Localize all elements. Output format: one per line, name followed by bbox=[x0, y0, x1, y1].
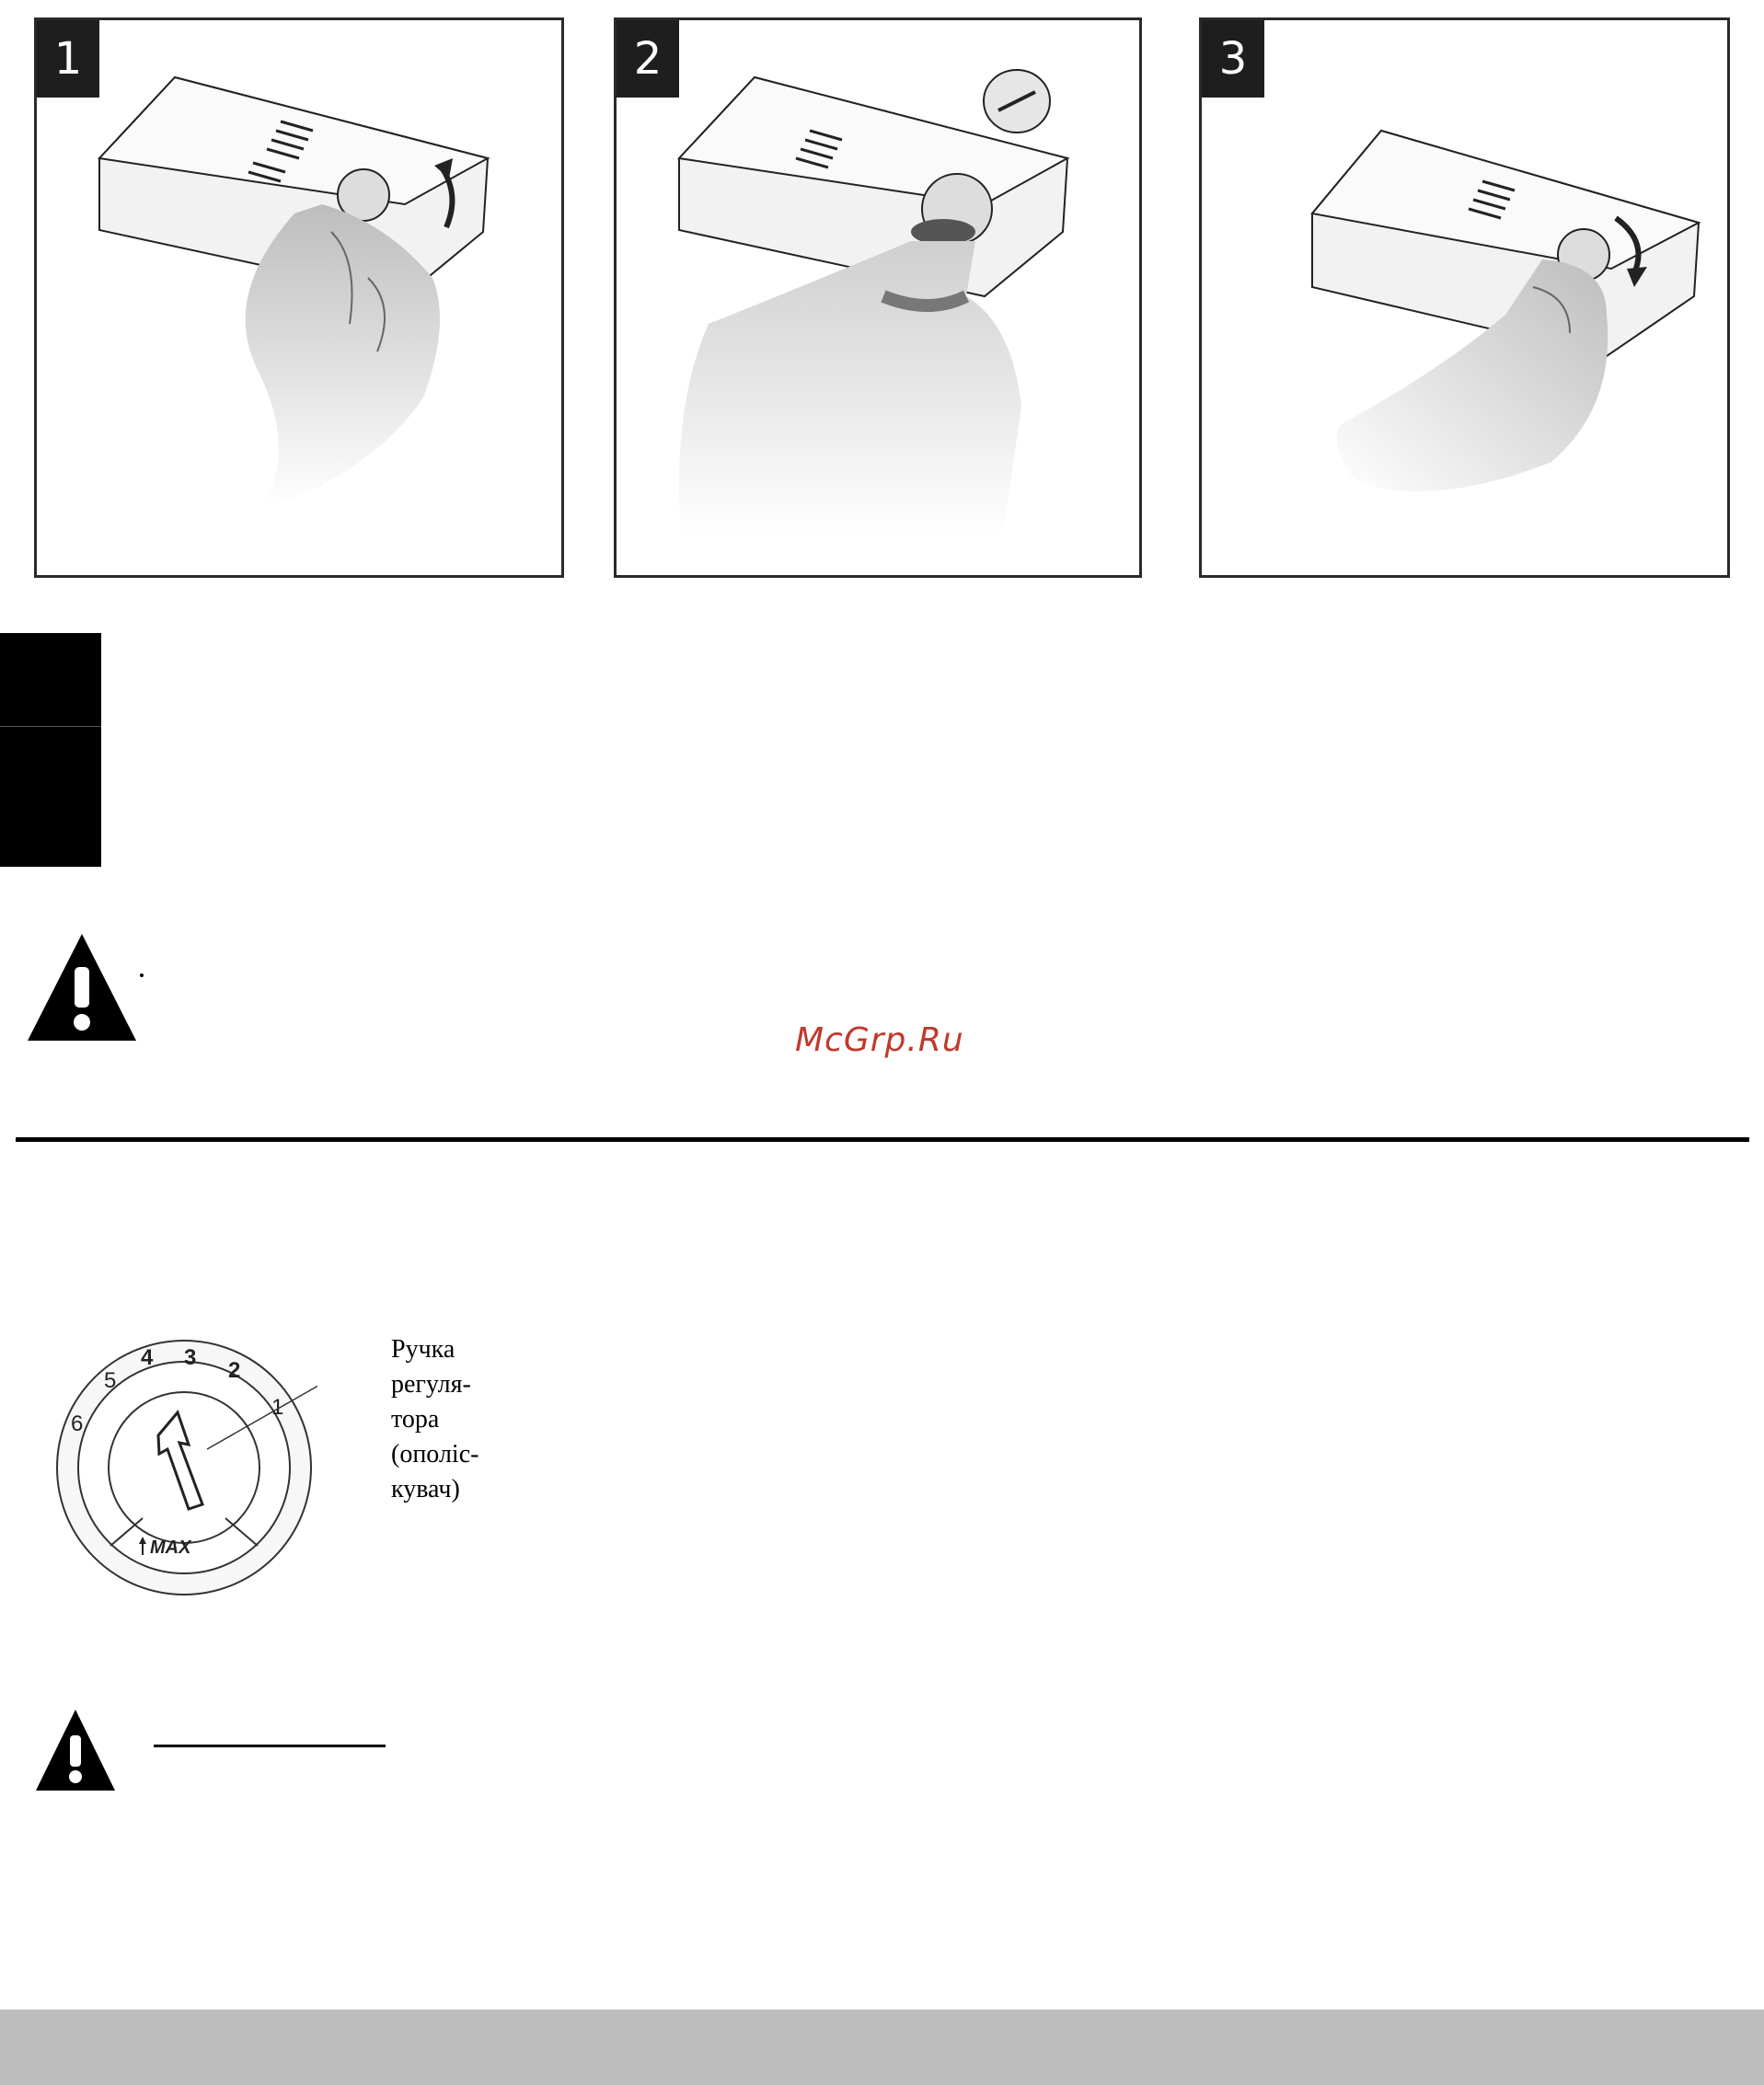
knob-label-line: регуля- bbox=[391, 1370, 471, 1399]
dial-number: 1 bbox=[271, 1395, 284, 1420]
knob-label-line: тора bbox=[391, 1405, 440, 1434]
dial-number: 4 bbox=[141, 1345, 154, 1370]
dial-number: 5 bbox=[104, 1368, 117, 1393]
step-1-panel bbox=[34, 17, 564, 578]
knob-label-line: (ополіс- bbox=[391, 1440, 479, 1469]
knob-label-line: кувач) bbox=[391, 1475, 460, 1503]
step-badge: 3 bbox=[1202, 20, 1264, 98]
warning-triangle-icon bbox=[26, 932, 138, 1042]
section-divider bbox=[16, 1137, 1749, 1142]
dial-number: 6 bbox=[71, 1411, 84, 1436]
knob-label-line: Ручка bbox=[391, 1335, 455, 1364]
dispenser-close-illustration bbox=[1202, 20, 1727, 575]
side-tab bbox=[0, 633, 101, 867]
dial-max-label: MAX bbox=[150, 1538, 191, 1558]
step-badge: 1 bbox=[37, 20, 99, 98]
knob-label bbox=[391, 1332, 538, 1507]
stray-dot bbox=[140, 973, 144, 977]
dispenser-fill-illustration bbox=[617, 20, 1139, 575]
dispenser-open-illustration bbox=[37, 20, 561, 575]
footer-bar bbox=[0, 2010, 1764, 2085]
dial-number: 2 bbox=[228, 1358, 241, 1383]
tab-divider bbox=[0, 726, 101, 727]
step-3-panel bbox=[1199, 17, 1730, 578]
step-2-panel bbox=[614, 17, 1142, 578]
warning-triangle-icon bbox=[34, 1708, 117, 1792]
rinse-aid-dial-illustration bbox=[51, 1334, 317, 1601]
watermark: McGrp.Ru bbox=[795, 1021, 964, 1059]
step-badge: 2 bbox=[617, 20, 679, 98]
warning-heading-underline bbox=[154, 1745, 386, 1747]
dial-number: 3 bbox=[184, 1345, 197, 1370]
